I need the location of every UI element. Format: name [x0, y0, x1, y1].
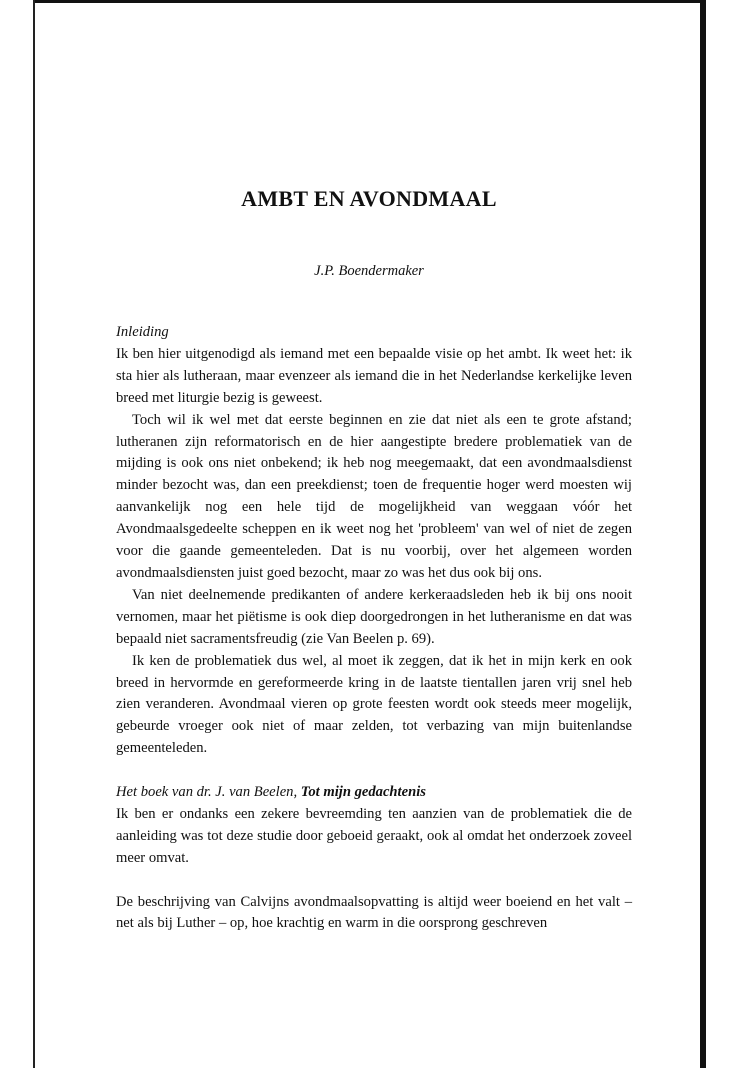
paragraph: Ik ken de problematiek dus wel, al moet ik zeggen, dat ik het in mijn kerk en ook breed in hervormde en gereformeerde kring in de laatste tientallen jaren vrij snel heb zien veranderen. Avondmaal vieren op grote feesten wordt ook steeds meer mogelijk, gebeurde vroeger ook niet of maar zelden, tot verbazing van mijn buitenlandse gemeenteleden. — [116, 652, 632, 757]
paragraph: De beschrijving van Calvijns avondmaalsopvatting is altijd weer boeiend en het valt – net als bij Luther – op, hoe krachtig en warm in die oorsprong geschreven — [116, 893, 632, 932]
paragraph: Van niet deelnemende predikanten of andere kerkeraadsleden heb ik bij ons nooit vernomen, maar het piëtisme is ook diep doorgedrongen in het lutheranisme en dat was bepaald niet sacramentsfreudig (zie Van Beelen p. 69). — [116, 586, 632, 647]
article-author: J.P. Boendermaker — [314, 263, 424, 279]
paragraph: Ik ben hier uitgenodigd als iemand met een bepaalde visie op het ambt. Ik weet het: ik sta hier als lutheraan, maar evenzeer als iemand die in het Nederlandse kerkelijke leven breed met liturgie bezig is geweest. — [116, 345, 632, 406]
book-title: Tot mijn gedachtenis — [300, 784, 426, 801]
section-heading-boek — [116, 782, 632, 804]
paragraph: Toch wil ik wel met dat eerste beginnen en zie dat niet als een te grote afstand; lutheranen zijn reformatorisch en de hier aangestipte bredere problematiek van de mijding is ook ons niet onbekend; ik heb nog meegemaakt, dat een avondmaalsdienst minder bezocht was, dan een preekdienst; toen de frequentie hoger werd moesten wij aanvankelijk nog een hele tijd de mogelijkheid van weggaan vóór het Avondmaalsgedeelte scheppen en ik weet nog het 'probleem' van wel of niet de zegen voor die gaande gemeenteleden. Dat is nu voorbij, over het algemeen worden avondmaalsdiensten juist goed bezocht, maar zo was het dus ook bij ons. — [116, 411, 632, 581]
section-heading-prefix: Het boek van dr. J. van Beelen, — [116, 784, 301, 801]
scan-edge-right — [700, 0, 706, 1068]
scan-edge-top — [34, 0, 706, 3]
article-body — [116, 322, 632, 935]
paragraph: Ik ben er ondanks een zekere bevreemding ten aanzien van de problematiek die de aanleiding was tot deze studie door geboeid geraakt, ook al omdat het onderzoek zoveel meer omvat. — [116, 805, 632, 866]
article-title: AMBT EN AVONDMAAL — [241, 186, 497, 211]
section-heading-inleiding: Inleiding — [116, 324, 169, 340]
scan-edge-left — [33, 0, 35, 1068]
